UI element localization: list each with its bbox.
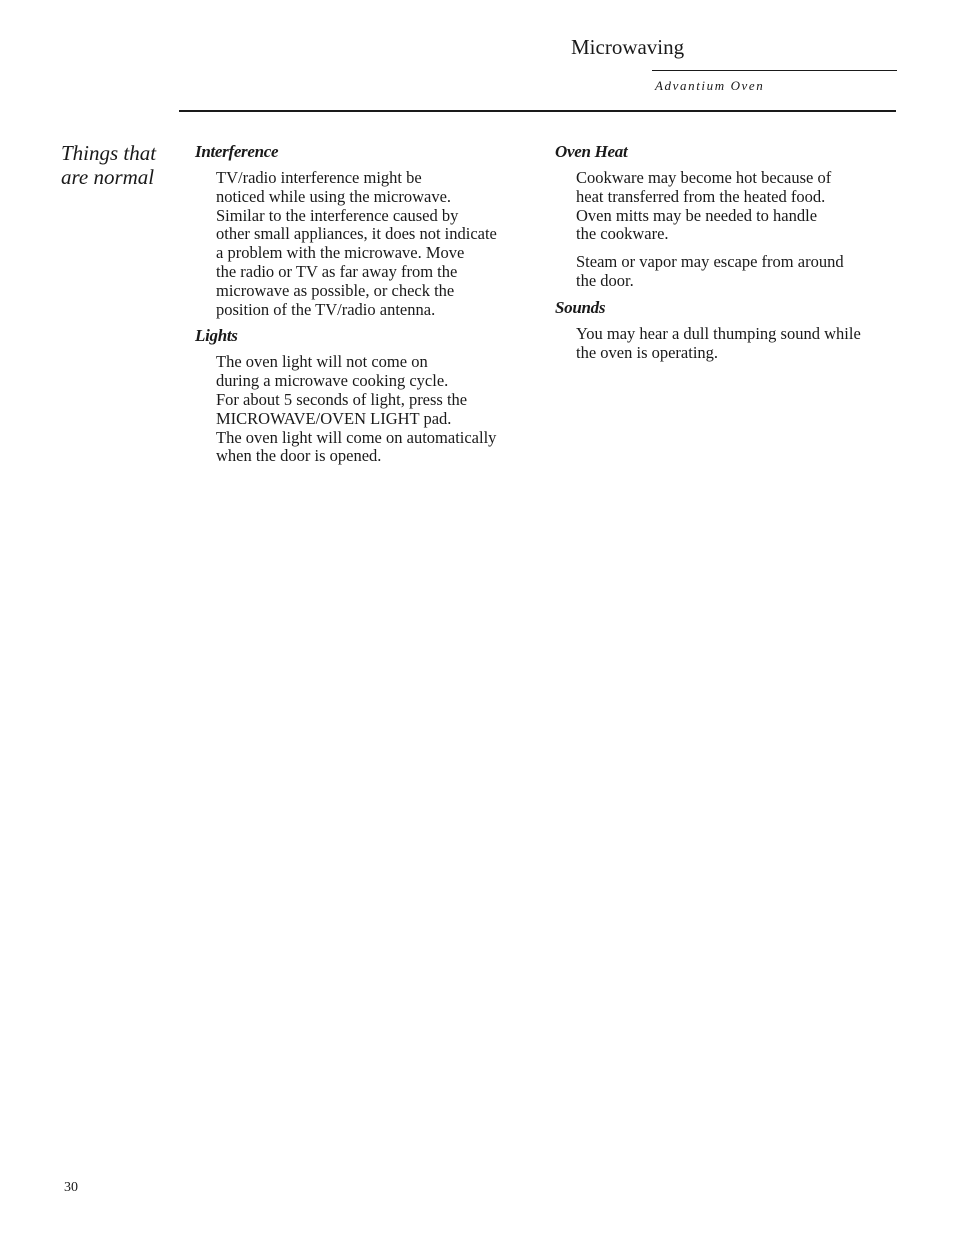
section-heading: Lights xyxy=(195,326,238,346)
section-interference xyxy=(195,141,540,319)
header-subrule-divider xyxy=(652,70,897,71)
text-line: the cookware. xyxy=(576,224,669,244)
section-oven-heat xyxy=(555,141,900,291)
section-lights xyxy=(195,325,540,466)
text-line: Similar to the interference caused by xyxy=(216,205,459,225)
section-paragraph xyxy=(216,353,540,466)
section-heading: Sounds xyxy=(555,297,606,317)
page-subtitle: Advantium Oven xyxy=(655,78,765,93)
text-line: Cookware may become hot because of xyxy=(576,168,832,187)
section-sounds xyxy=(555,297,900,363)
text-line: You may hear a dull thumping sound while xyxy=(576,323,861,343)
text-line: other small appliances, it does not indicate xyxy=(216,224,497,244)
text-line: position of the TV/radio antenna. xyxy=(216,299,436,319)
side-heading-line: Things that xyxy=(61,141,157,165)
text-line: during a microwave cooking cycle. xyxy=(216,371,449,391)
text-line: TV/radio interference might be xyxy=(216,168,422,187)
text-line: when the door is opened. xyxy=(216,446,382,466)
text-line: Steam or vapor may escape from around xyxy=(576,252,844,272)
text-line: For about 5 seconds of light, press the xyxy=(216,389,468,409)
section-paragraph xyxy=(216,169,540,319)
text-line: the oven is operating. xyxy=(576,342,719,362)
section-heading: Interference xyxy=(195,142,279,161)
page-title: Microwaving xyxy=(571,35,685,59)
section-paragraph xyxy=(576,253,900,291)
header-main-divider xyxy=(179,110,896,112)
section-paragraph xyxy=(576,325,900,363)
text-line: noticed while using the microwave. xyxy=(216,186,452,206)
side-heading-line: are normal xyxy=(61,165,155,189)
left-column xyxy=(195,141,540,466)
side-heading xyxy=(61,141,181,189)
section-paragraph xyxy=(576,169,900,244)
text-line: microwave as possible, or check the xyxy=(216,280,455,300)
section-heading: Oven Heat xyxy=(555,142,628,161)
text-line: the radio or TV as far away from the xyxy=(216,261,458,281)
text-line: the door. xyxy=(576,270,634,290)
text-line: heat transferred from the heated food. xyxy=(576,186,826,206)
page-number: 30 xyxy=(64,1180,78,1195)
text-line: The oven light will not come on xyxy=(216,352,428,372)
text-line: Oven mitts may be needed to handle xyxy=(576,205,818,225)
text-line: The oven light will come on automatically xyxy=(216,427,497,447)
text-line: MICROWAVE/OVEN LIGHT pad. xyxy=(216,408,452,428)
text-line: a problem with the microwave. Move xyxy=(216,243,465,263)
right-column xyxy=(555,141,900,362)
